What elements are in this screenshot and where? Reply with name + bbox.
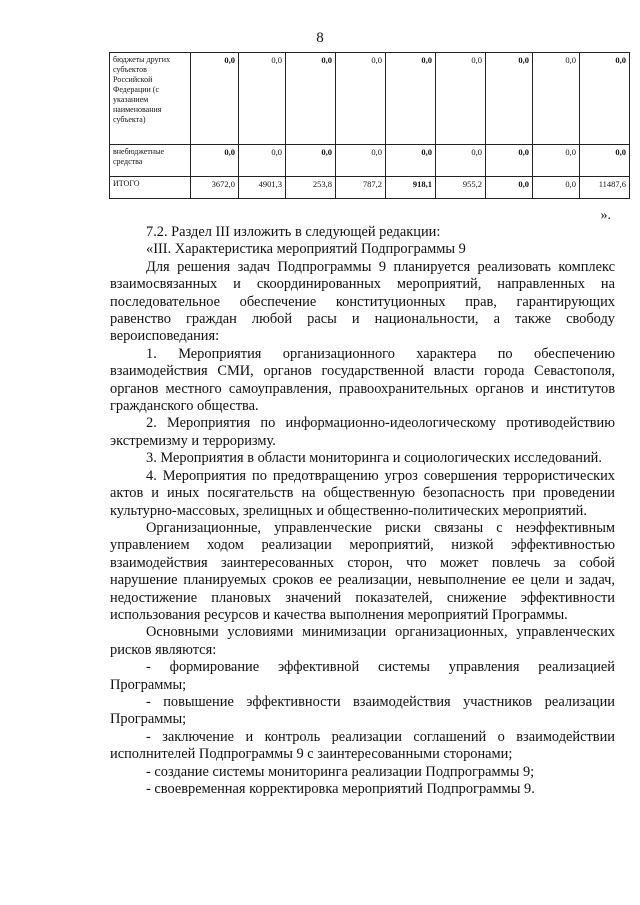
closing-quote: ».: [600, 208, 611, 223]
paragraph: Организационные, управленческие риски связаны с неэффективным управлением ходом реализации мероприятий, низкой эффективностью взаимодействия заинтересованных сторон, что может повлечь за собой нарушение планируемых сроков ее реализации, невыполнение ее цели и задач, недостижение плановых значений показателей, снижение эффективности использования ресурсов и качества выполнения мероприятий Программы.: [110, 519, 615, 623]
table-cell: 0,0: [191, 145, 239, 177]
table-cell: 0,0: [286, 145, 336, 177]
table-cell: 0,0: [580, 53, 630, 145]
table-cell: 0,0: [486, 145, 533, 177]
list-item: 2. Мероприятия по информационно-идеологическому противодействию экстремизму и терроризму.: [110, 415, 615, 449]
table-row: [110, 145, 630, 177]
list-item: 1. Мероприятия организационного характера по обеспечению взаимодействия СМИ, органов государственной власти города Севастополя, органов местного самоуправления, правоохранительных органов и институтов гражданского общества.: [110, 345, 615, 415]
bullet-item: - повышение эффективности взаимодействия участников реализации Программы;: [110, 693, 615, 728]
section-heading: 7.2. Раздел III изложить в следующей редакции:: [146, 224, 441, 240]
table-cell: 0,0: [486, 53, 533, 145]
table-cell: 918,1: [386, 177, 436, 199]
table-cell: 0,0: [486, 177, 533, 199]
document-body: [110, 224, 615, 798]
bullet-item: - заключение и контроль реализации соглашений о взаимодействии исполнителей Подпрограммы 9 с заинтересованными сторонами;: [110, 728, 615, 763]
paragraph: Для решения задач Подпрограммы 9 планируется реализовать комплекс взаимосвязанных и скоординированных мероприятий, направленных на последовательное обеспечение конституционных прав, гарантирующих равенство граждан любой расы и национальности, а также свободу вероисповедания:: [110, 258, 615, 345]
table-cell: 0,0: [533, 53, 580, 145]
budget-table: [109, 52, 630, 199]
section-subtitle: «III. Характеристика мероприятий Подпрограммы 9: [146, 241, 466, 258]
table-row-label: ИТОГО: [110, 177, 191, 199]
table-cell: 0,0: [533, 145, 580, 177]
bullet-item: - формирование эффективной системы управления реализацией Программы;: [110, 659, 615, 693]
table-cell: 253,8: [286, 177, 336, 199]
table-cell: 0,0: [386, 145, 436, 177]
table-cell: 11487,6: [580, 177, 630, 199]
table-cell: 0,0: [386, 53, 436, 145]
table-cell: 0,0: [239, 145, 286, 177]
table-cell: 787,2: [336, 177, 386, 199]
table-cell: 0,0: [336, 53, 386, 145]
table-row-label: внебюджетные средства: [110, 145, 191, 177]
table-row: [110, 53, 630, 145]
table-cell: 0,0: [286, 53, 336, 145]
table-cell: 0,0: [580, 145, 630, 177]
list-item: 4. Мероприятия по предотвращению угроз совершения террористических актов и иных посягательств на общественную безопасность при проведении культурно-массовых, зрелищных и общественно-политических мероприятий.: [110, 467, 615, 519]
table-cell: 4901,3: [239, 177, 286, 199]
table-cell: 0,0: [191, 53, 239, 145]
paragraph: Основными условиями минимизации организационных, управленческих рисков являются:: [110, 624, 615, 658]
bullet-item: - своевременная корректировка мероприятий Подпрограммы 9.: [146, 781, 535, 797]
list-item: 3. Мероприятия в области мониторинга и социологических исследований.: [146, 450, 602, 467]
table-row: [110, 177, 630, 199]
table-row-label: бюджеты других субъектов Российской Федерации (с указанием наименования субъекта): [110, 53, 191, 145]
bullet-item: - создание системы мониторинга реализации Подпрограммы 9;: [146, 763, 535, 780]
page-number: 8: [316, 30, 324, 46]
table-cell: 0,0: [436, 53, 486, 145]
table-cell: 955,2: [436, 177, 486, 199]
table-cell: 0,0: [239, 53, 286, 145]
table-cell: 0,0: [436, 145, 486, 177]
table-cell: 0,0: [336, 145, 386, 177]
table-cell: 0,0: [533, 177, 580, 199]
table-cell: 3672,0: [191, 177, 239, 199]
